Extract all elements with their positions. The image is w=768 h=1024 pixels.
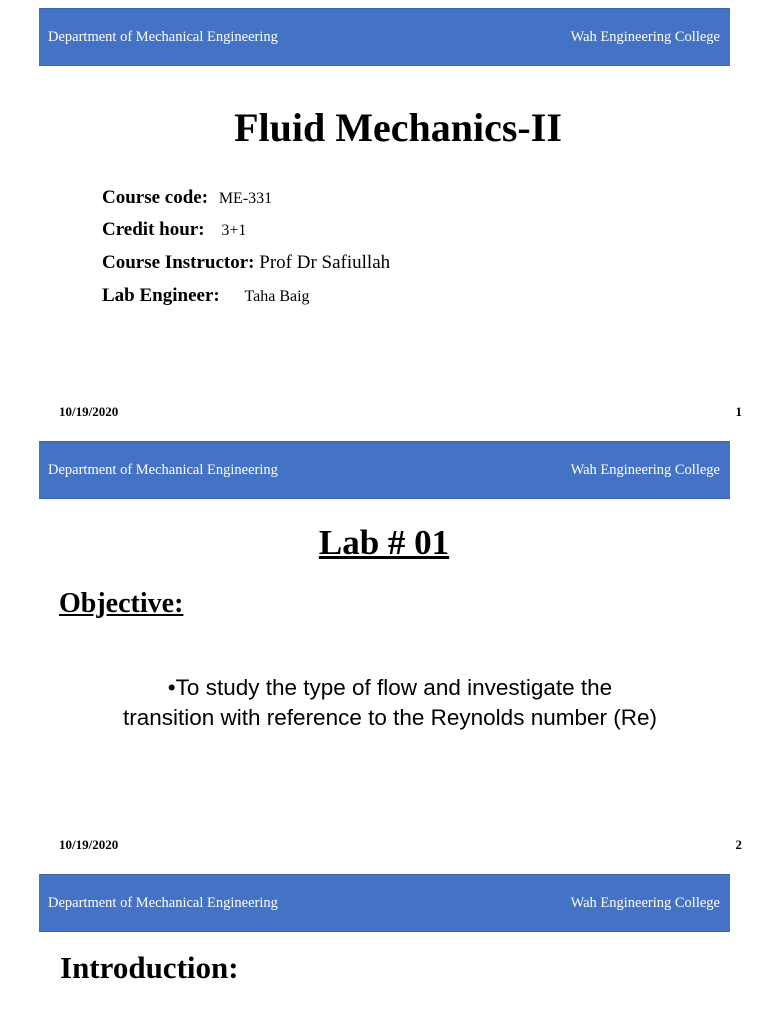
- credit-hour-value: 3+1: [221, 222, 247, 239]
- college-label: Wah Engineering College: [570, 462, 720, 478]
- course-code-value: ME-331: [218, 190, 273, 207]
- lab-engineer-label: Lab Engineer:: [102, 285, 220, 306]
- slide2-page-number: 2: [735, 837, 742, 852]
- college-label: Wah Engineering College: [570, 895, 720, 911]
- credit-hour-label: Credit hour:: [102, 219, 205, 240]
- lab-engineer-value: Taha Baig: [244, 288, 310, 305]
- course-code-label: Course code:: [102, 187, 209, 208]
- slide2-header-banner: [39, 441, 730, 499]
- lab-engineer-row: [102, 285, 310, 307]
- slide3-header-banner: [39, 874, 730, 932]
- course-code-row: [102, 187, 272, 209]
- introduction-heading: Introduction:: [60, 950, 239, 985]
- objective-line-1: •To study the type of flow and investigate the: [167, 675, 613, 700]
- lab-title: Lab # 01: [318, 523, 450, 562]
- course-title: Fluid Mechanics-II: [234, 105, 562, 150]
- credit-hour-row: [102, 219, 246, 241]
- department-label: Department of Mechanical Engineering: [48, 895, 278, 911]
- objective-line-2: transition with reference to the Reynolds number (Re): [122, 705, 657, 730]
- slide1-date: 10/19/2020: [59, 404, 119, 419]
- course-instructor-label: Course Instructor:: [102, 252, 255, 273]
- objective-heading: Objective:: [59, 588, 184, 619]
- department-label: Department of Mechanical Engineering: [48, 29, 278, 45]
- objective-text: [0, 673, 768, 733]
- course-instructor-value: Prof Dr Safiullah: [259, 252, 391, 273]
- course-instructor-row: [102, 252, 390, 274]
- college-label: Wah Engineering College: [570, 29, 720, 45]
- slide1-page-number: 1: [735, 404, 742, 419]
- department-label: Department of Mechanical Engineering: [48, 462, 278, 478]
- slide1-header-banner: [39, 8, 730, 66]
- slide2-date: 10/19/2020: [59, 837, 119, 852]
